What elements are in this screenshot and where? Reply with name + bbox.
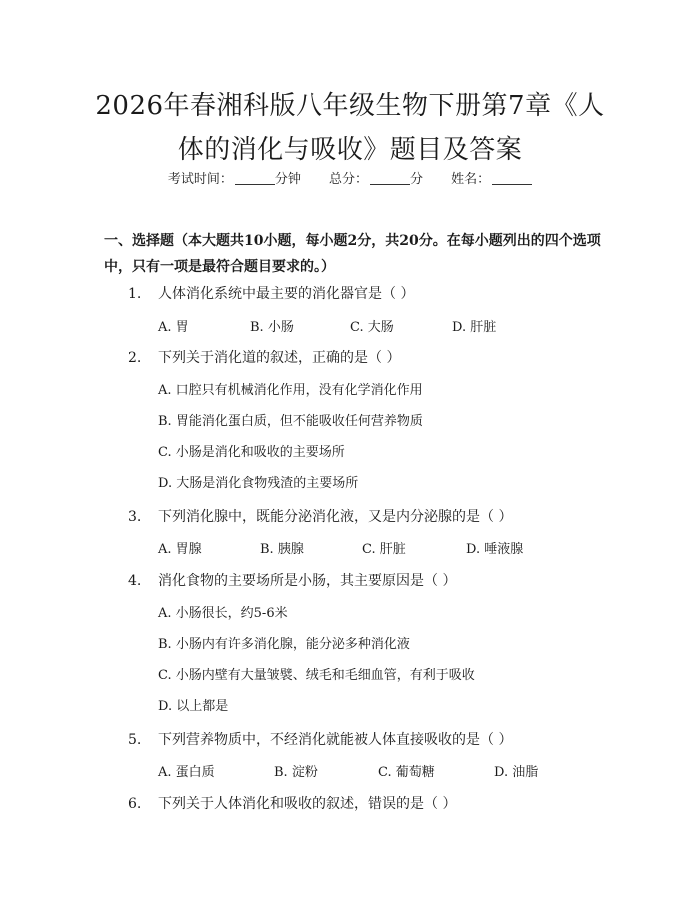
total-score: 总分： 分 xyxy=(328,172,424,187)
option: D. 唾液腺 xyxy=(466,542,524,557)
name-blank xyxy=(492,172,532,185)
exam-info xyxy=(0,168,700,187)
exam-time: 考试时间： 分钟 xyxy=(167,172,301,187)
option: B. 小肠内有许多消化腺，能分泌多种消化液 xyxy=(158,637,410,652)
question-6: 6. 下列关于人体消化和吸收的叙述，错误的是（ ） xyxy=(128,796,457,812)
score-blank xyxy=(370,172,410,185)
question-4: 4. 消化食物的主要场所是小肠，其主要原因是（ ） xyxy=(128,573,457,589)
title-line-1: 2026年春湘科版八年级生物下册第7章《人 xyxy=(95,91,605,121)
option: B. 胰腺 xyxy=(260,542,304,557)
option: D. 油脂 xyxy=(494,765,539,780)
option: D. 大肠是消化食物残渣的主要场所 xyxy=(158,476,359,491)
option: C. 葡萄糖 xyxy=(378,765,435,780)
question-1: 1. 人体消化系统中最主要的消化器官是（ ） xyxy=(128,286,415,302)
option: B. 淀粉 xyxy=(274,765,318,780)
option: C. 小肠是消化和吸收的主要场所 xyxy=(158,445,345,460)
option: C. 肝脏 xyxy=(362,542,406,557)
document-title xyxy=(60,84,640,172)
student-name: 姓名： xyxy=(451,172,532,187)
option: C. 大肠 xyxy=(350,320,394,335)
option: B. 小肠 xyxy=(250,320,294,335)
question-5: 5. 下列营养物质中，不经消化就能被人体直接吸收的是（ ） xyxy=(128,732,513,748)
option: A. 小肠很长，约5-6米 xyxy=(158,606,288,621)
time-blank xyxy=(235,172,275,185)
option: A. 胃腺 xyxy=(158,542,202,557)
option: D. 肝脏 xyxy=(452,320,497,335)
title-line-2: 体的消化与吸收》题目及答案 xyxy=(177,135,523,165)
option: A. 口腔只有机械消化作用，没有化学消化作用 xyxy=(158,383,423,398)
section-heading: 一、选择题（本大题共10小题，每小题2分，共20分。在每小题列出的四个选项中，只有一项是最符合题目要求的。） xyxy=(104,233,601,275)
question-3: 3. 下列消化腺中，既能分泌消化液，又是内分泌腺的是（ ） xyxy=(128,509,513,525)
option: B. 胃能消化蛋白质，但不能吸收任何营养物质 xyxy=(158,414,423,429)
option: D. 以上都是 xyxy=(158,699,229,714)
option: A. 胃 xyxy=(158,320,189,335)
question-2: 2. 下列关于消化道的叙述，正确的是（ ） xyxy=(128,350,401,366)
option: A. 蛋白质 xyxy=(158,765,215,780)
option: C. 小肠内壁有大量皱襞、绒毛和毛细血管，有利于吸收 xyxy=(158,668,475,683)
